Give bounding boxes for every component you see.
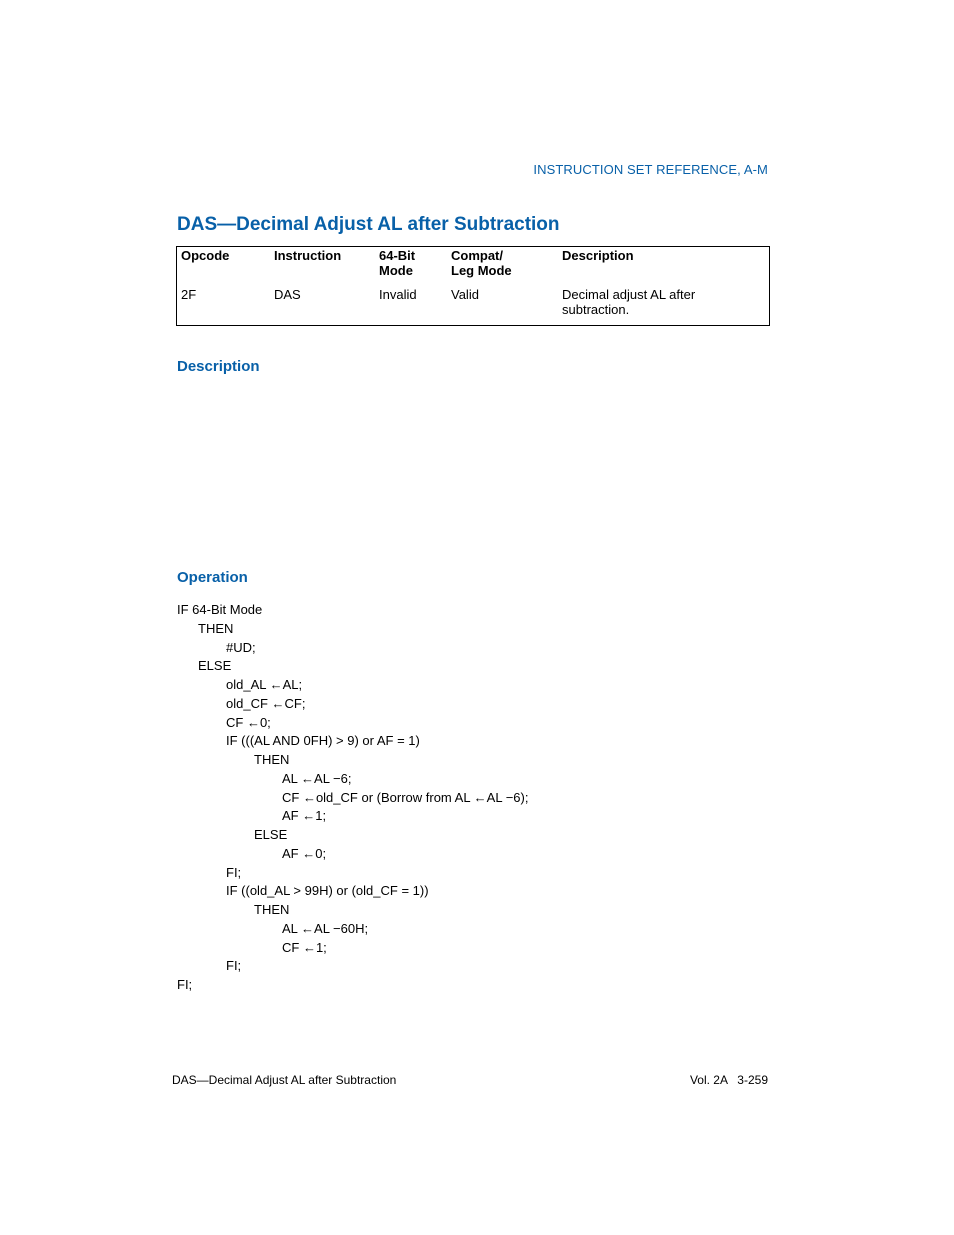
operation-pseudocode [177,601,528,995]
column-header-line: 64-Bit [379,248,416,263]
column-header-64bit-mode [375,247,447,279]
code-line: THEN [254,902,290,917]
footer-title: DAS—Decimal Adjust AL after Subtraction [172,1073,397,1087]
code-line: THEN [198,620,234,636]
code-line: IF (((AL AND 0FH) > 9) or AF = 1) [226,733,420,749]
opcode-table [176,246,770,326]
code-line: AF ←1; [282,808,327,824]
column-header-opcode [177,247,271,279]
code-line: ELSE [198,658,232,674]
code-line: old_AL ←AL; [226,677,303,692]
code-line: CF ←old_CF or (Borrow from AL ←AL −6); [282,789,529,805]
cell-compat-leg-mode: Valid [451,287,479,302]
code-line: THEN [254,752,290,767]
code-line: AF ←0; [282,845,327,861]
code-line: CF ←1; [282,939,327,955]
column-header-compat-leg-mode [447,247,558,279]
table-row [177,278,770,326]
code-line: FI; [177,977,193,992]
code-line: FI; [226,864,242,880]
code-line: old_CF ←CF; [226,695,306,711]
code-line: AL ←AL −6; [282,770,352,786]
code-line: #UD; [226,639,256,655]
cell-description: Decimal adjust AL after subtraction. [562,287,696,317]
table-header-row [177,247,770,279]
code-line: CF ←0; [226,714,271,730]
cell-instruction: DAS [274,287,301,302]
page-title: DAS—Decimal Adjust AL after Subtraction [177,214,560,235]
column-header-line: Mode [379,263,413,278]
column-header-description [558,247,770,279]
column-header-instruction [270,247,375,279]
operation-heading: Operation [177,569,248,586]
code-line: IF 64-Bit Mode [177,602,263,617]
column-header-line: Compat/ [451,248,503,263]
column-header-line: Instruction [274,248,342,263]
code-line: ELSE [254,827,288,842]
cell-opcode: 2F [181,287,197,302]
column-header-line: Opcode [181,248,230,263]
code-line: AL ←AL −60H; [282,920,369,936]
cell-64bit-mode: Invalid [379,287,417,302]
column-header-line: Leg Mode [451,263,512,278]
column-header-line: Description [562,248,634,263]
description-heading: Description [177,358,260,375]
code-line: FI; [226,958,242,974]
footer-page-number: Vol. 2A 3-259 [689,1073,768,1087]
running-header: INSTRUCTION SET REFERENCE, A-M [533,162,768,177]
code-line: IF ((old_AL > 99H) or (old_CF = 1)) [226,883,429,899]
